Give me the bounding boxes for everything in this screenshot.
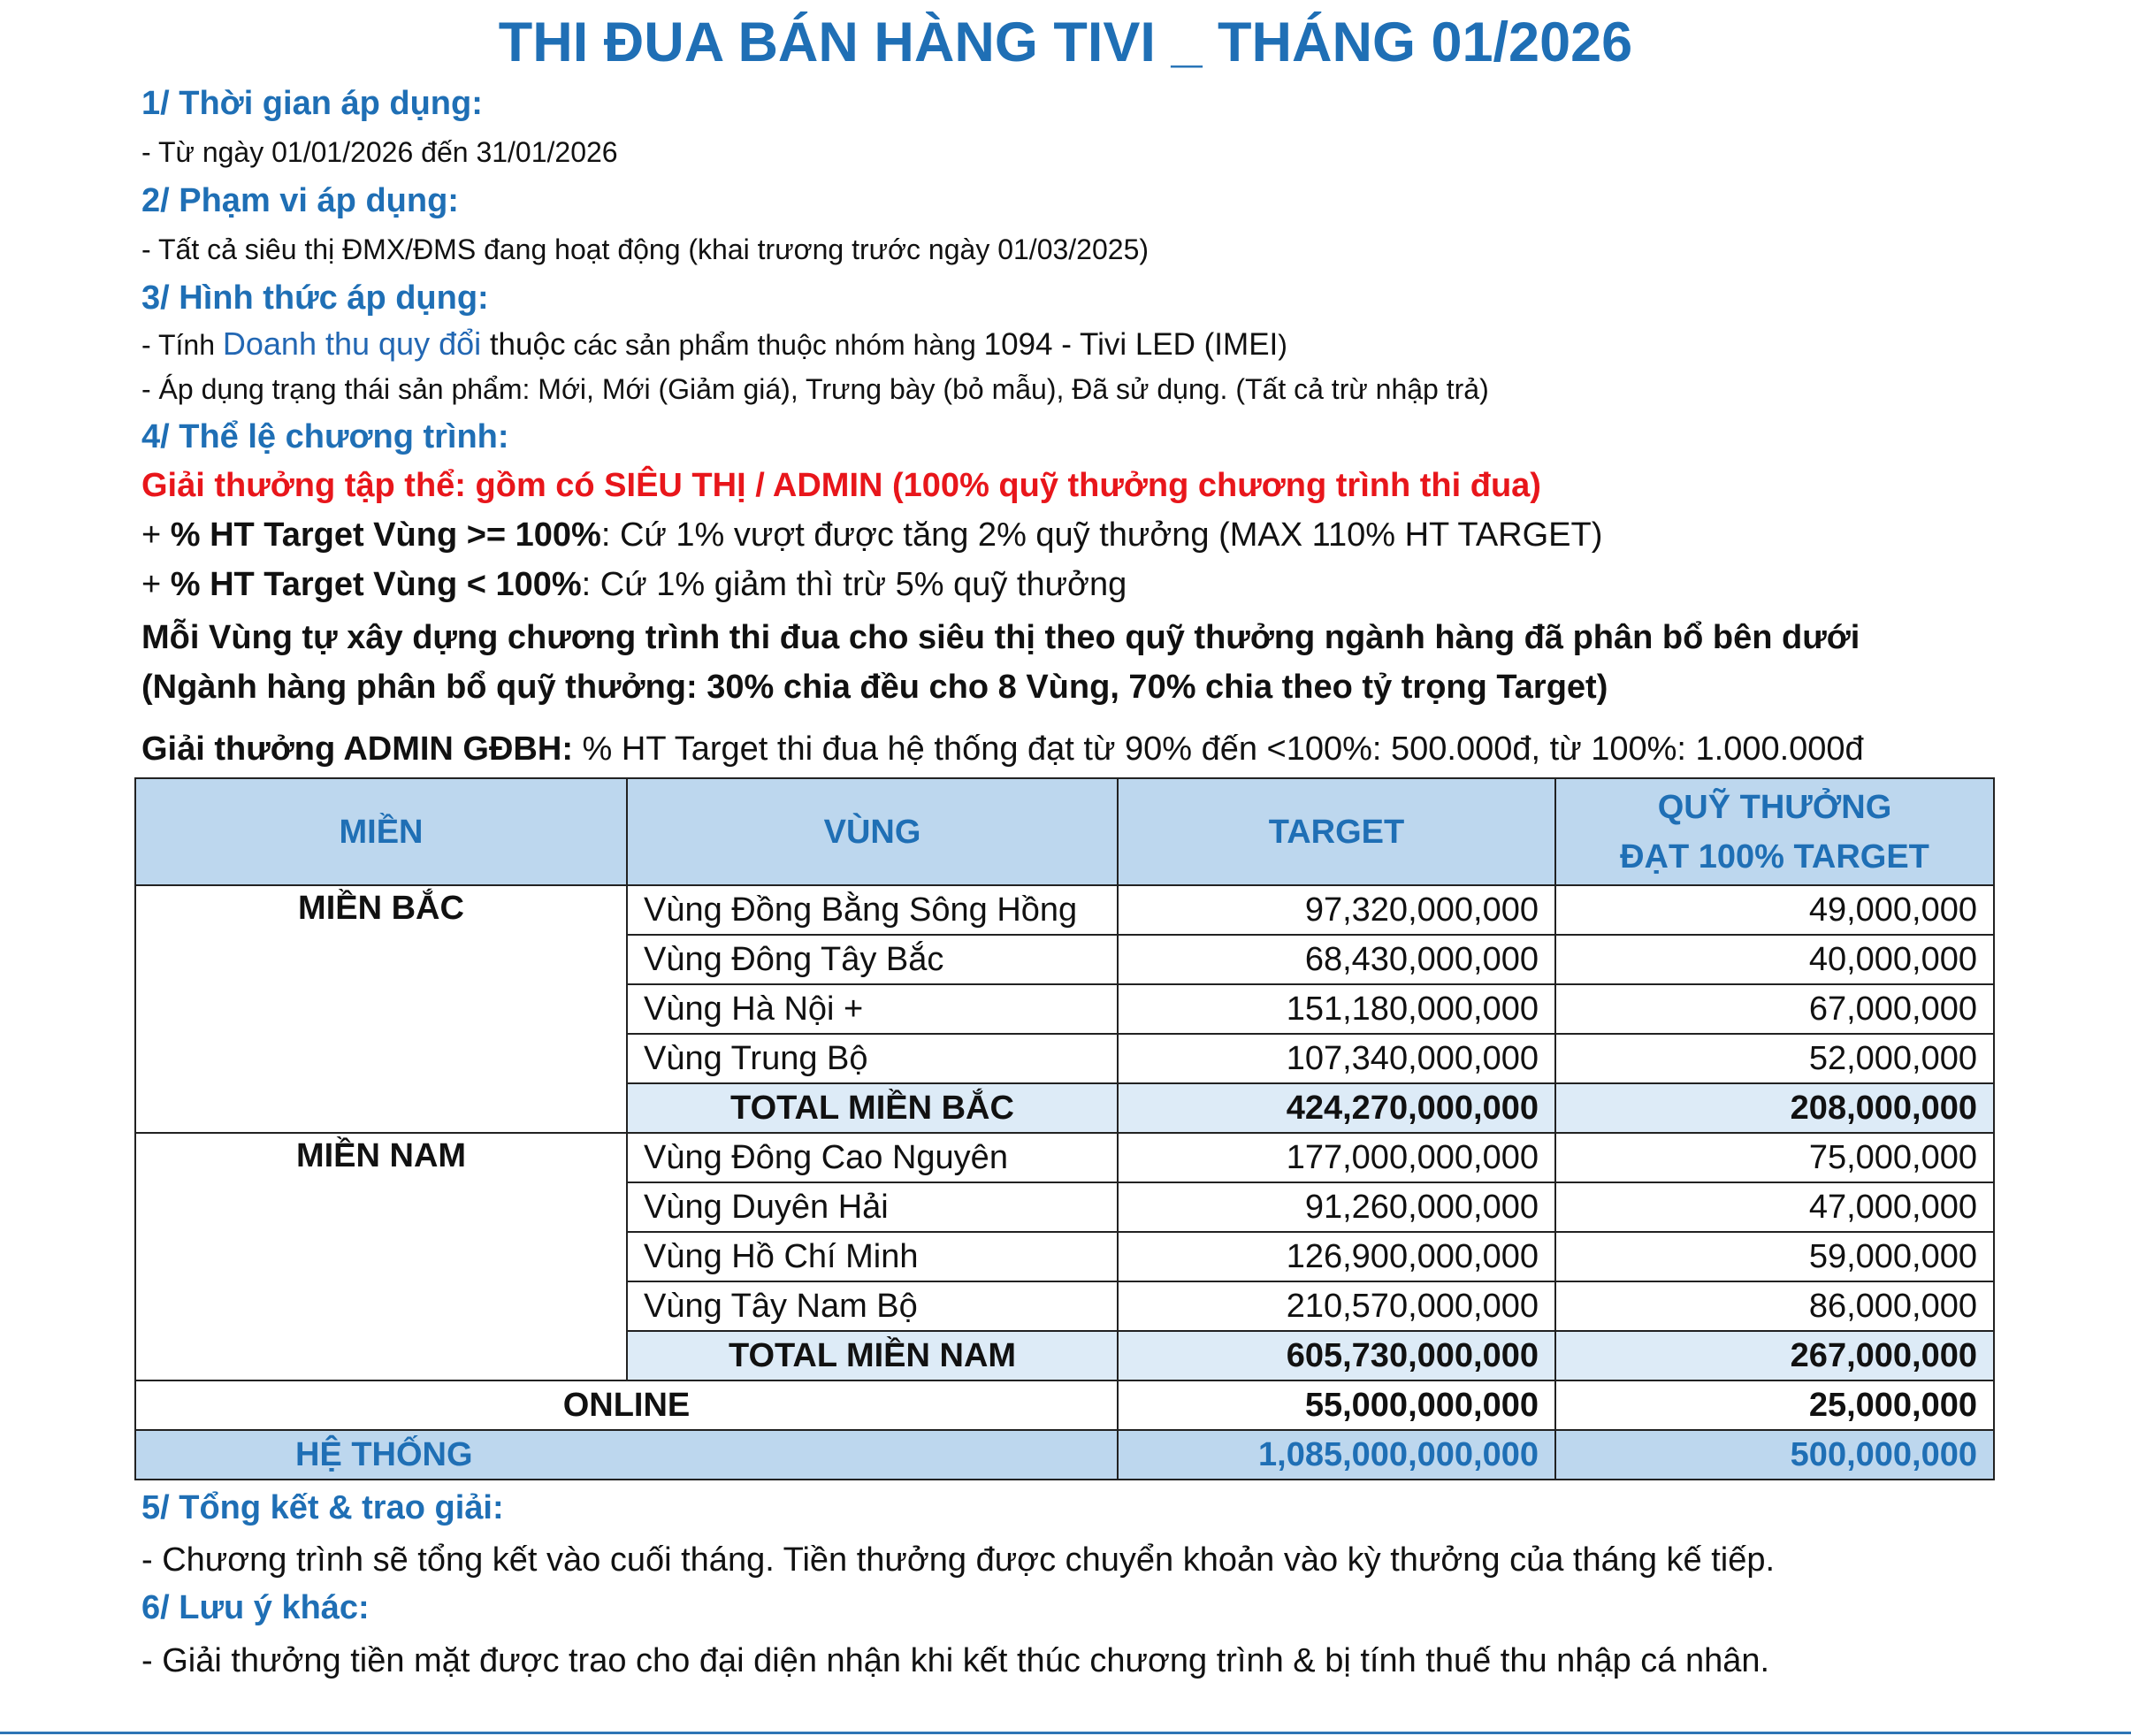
target-cell: 177,000,000,000: [1118, 1133, 1555, 1182]
section-6-heading: 6/ Lưu ý khác:: [141, 1589, 370, 1626]
system-row: [135, 1430, 1994, 1480]
fund-cell: 49,000,000: [1555, 885, 1994, 935]
region-program-note: Mỗi Vùng tự xây dựng chương trình thi đua cho siêu thị theo quỹ thưởng ngành hàng đã phân bổ bên dưới: [141, 619, 1860, 656]
header-target: TARGET: [1118, 778, 1555, 885]
total-north-label: TOTAL MIỀN BẮC: [627, 1083, 1118, 1133]
target-cell: 91,260,000,000: [1118, 1182, 1555, 1232]
total-south-target: 605,730,000,000: [1118, 1331, 1555, 1380]
fund-cell: 59,000,000: [1555, 1232, 1994, 1281]
online-fund: 25,000,000: [1555, 1380, 1994, 1430]
section-3-line-2: - Áp dụng trạng thái sản phẩm: Mới, Mới (Giảm giá), Trưng bày (bỏ mẫu), Đã sử dụng. (Tất cả trừ nhập trả): [141, 373, 1489, 405]
vung-cell: Vùng Trung Bộ: [627, 1034, 1118, 1083]
vung-cell: Vùng Hồ Chí Minh: [627, 1232, 1118, 1281]
target-cell: 68,430,000,000: [1118, 935, 1555, 984]
collective-award-line: Giải thưởng tập thể: gồm có SIÊU THỊ / ADMIN (100% quỹ thưởng chương trình thi đua): [141, 467, 1541, 504]
admin-award-line: Giải thưởng ADMIN GĐBH: % HT Target thi đua hệ thống đạt từ 90% đến <100%: 500.000đ, từ 100%: 1.000.000đ: [141, 730, 1864, 768]
total-north-target: 424,270,000,000: [1118, 1083, 1555, 1133]
fund-cell: 40,000,000: [1555, 935, 1994, 984]
section-5-text: - Chương trình sẽ tổng kết vào cuối tháng. Tiền thưởng được chuyển khoản vào kỳ thưởng của tháng kế tiếp.: [141, 1541, 1776, 1579]
section-6-text: - Giải thưởng tiền mặt được trao cho đại diện nhận khi kết thúc chương trình & bị tính thuế thu nhập cá nhân.: [141, 1642, 1770, 1679]
fund-cell: 67,000,000: [1555, 984, 1994, 1034]
system-target: 1,085,000,000,000: [1118, 1430, 1555, 1480]
online-label: ONLINE: [135, 1380, 1118, 1430]
section-5-heading: 5/ Tổng kết & trao giải:: [141, 1489, 504, 1526]
system-label: HỆ THỐNG: [135, 1430, 1118, 1480]
page-title: THI ĐUA BÁN HÀNG TIVI _ THÁNG 01/2026: [498, 11, 1633, 73]
target-fund-table: [134, 777, 1995, 1480]
rule-under-target: + % HT Target Vùng < 100%: Cứ 1% giảm thì trừ 5% quỹ thưởng: [141, 566, 1127, 603]
target-cell: 210,570,000,000: [1118, 1281, 1555, 1331]
table-row: [135, 885, 1994, 935]
vung-cell: Vùng Đông Tây Bắc: [627, 935, 1118, 984]
vung-cell: Vùng Hà Nội +: [627, 984, 1118, 1034]
total-north-fund: 208,000,000: [1555, 1083, 1994, 1133]
online-row: [135, 1380, 1994, 1430]
system-fund: 500,000,000: [1555, 1430, 1994, 1480]
vung-cell: Vùng Tây Nam Bộ: [627, 1281, 1118, 1331]
section-4-heading: 4/ Thể lệ chương trình:: [141, 418, 509, 455]
region-south-label: MIỀN NAM: [135, 1133, 627, 1380]
target-cell: 151,180,000,000: [1118, 984, 1555, 1034]
rule-over-target: + % HT Target Vùng >= 100%: Cứ 1% vượt được tăng 2% quỹ thưởng (MAX 110% HT TARGET): [141, 516, 1603, 554]
table-row: [135, 1133, 1994, 1182]
section-1-heading: 1/ Thời gian áp dụng:: [141, 85, 483, 122]
table-header-row: [135, 778, 1994, 885]
section-1-text: - Từ ngày 01/01/2026 đến 31/01/2026: [141, 136, 618, 168]
section-3-line-1: - Tính Doanh thu quy đổi thuộc các sản phẩm thuộc nhóm hàng 1094 - Tivi LED (IMEI): [141, 325, 1287, 362]
fund-cell: 86,000,000: [1555, 1281, 1994, 1331]
vung-cell: Vùng Đông Cao Nguyên: [627, 1133, 1118, 1182]
vung-cell: Vùng Đồng Bằng Sông Hồng: [627, 885, 1118, 935]
target-cell: 97,320,000,000: [1118, 885, 1555, 935]
header-vung: VÙNG: [627, 778, 1118, 885]
header-mien: MIỀN: [135, 778, 627, 885]
section-3-heading: 3/ Hình thức áp dụng:: [141, 279, 489, 317]
fund-allocation-note: (Ngành hàng phân bổ quỹ thưởng: 30% chia đều cho 8 Vùng, 70% chia theo tỷ trọng Target): [141, 669, 1608, 706]
total-south-label: TOTAL MIỀN NAM: [627, 1331, 1118, 1380]
section-2-heading: 2/ Phạm vi áp dụng:: [141, 182, 459, 219]
section-2-text: - Tất cả siêu thị ĐMX/ĐMS đang hoạt động (khai trương trước ngày 01/03/2025): [141, 233, 1150, 265]
vung-cell: Vùng Duyên Hải: [627, 1182, 1118, 1232]
header-fund: QUỸ THƯỞNG ĐẠT 100% TARGET: [1555, 778, 1994, 885]
region-north-label: MIỀN BẮC: [135, 885, 627, 1133]
fund-cell: 52,000,000: [1555, 1034, 1994, 1083]
fund-cell: 75,000,000: [1555, 1133, 1994, 1182]
online-target: 55,000,000,000: [1118, 1380, 1555, 1430]
bottom-rule: [0, 1732, 2131, 1734]
total-south-fund: 267,000,000: [1555, 1331, 1994, 1380]
fund-cell: 47,000,000: [1555, 1182, 1994, 1232]
target-cell: 126,900,000,000: [1118, 1232, 1555, 1281]
target-cell: 107,340,000,000: [1118, 1034, 1555, 1083]
